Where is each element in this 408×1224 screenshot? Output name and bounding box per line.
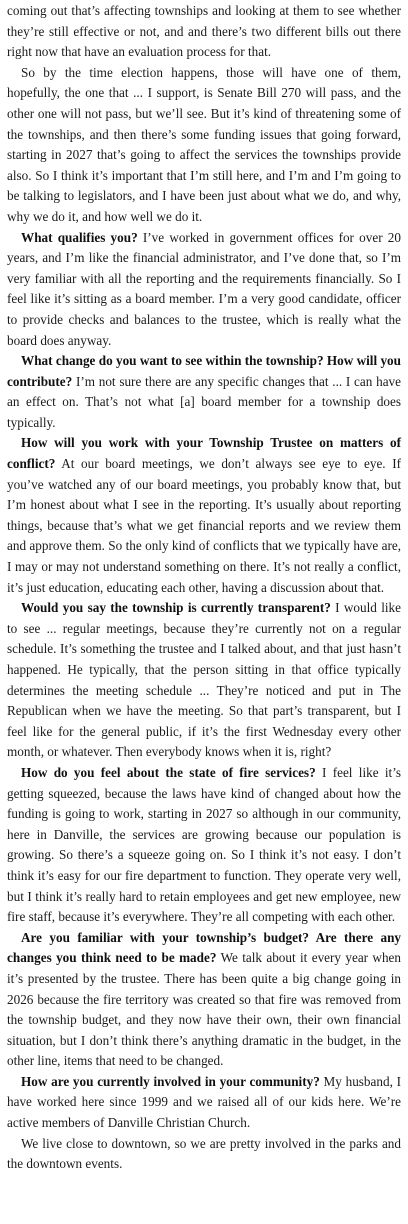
question-text: How are you currently involved in your community? — [21, 1073, 320, 1089]
paragraph-closing — [7, 1134, 401, 1175]
question-text: Would you say the township is currently transparent? — [21, 600, 331, 616]
answer-text: My husband, I have worked here since 1999 and we raised all of our kids here. We’re active members of Danville Christian Church. — [7, 1073, 402, 1131]
answer-text: So by the time election happens, those will have one of them, hopefully, the one that ... I support, is Senate Bill 270 will pass, and the other one will not pass, but we’ll see. But it’s kind of threatening some of the townships, and then there’s some funding issues that going forward, starting in 2027 that’s going to affect the services the townships provide also. So I think it’s important that I’m still here, and I’m and I’m going to be talking to legislators, and I have been just about what we do, and why, why we do it, and how well we do it. — [7, 64, 401, 224]
qa-fire-services — [7, 763, 401, 928]
answer-text: We live close to downtown, so we are pretty involved in the parks and the downtown events. — [7, 1135, 401, 1172]
qa-community — [7, 1072, 401, 1134]
answer-text: I’ve worked in government offices for over 20 years, and I’m like the financial administrator, and I’ve done that, so I’m very familiar with all the reporting and the requirements financially. So I feel like it’s sitting as a board member. I’m a very good candidate, officer to provide checks and balances to the trustee, which is really what the board does anyway. — [7, 229, 401, 348]
answer-text: I feel like it’s getting squeezed, because the laws have kind of changed about how the funding is going to work, starting in 2027 so although in our community, here in Danville, the services are growing because our population is growing. So there’s a squeeze going on. So I think it’s not easy. I don’t think it’s easy for our fire department to function. They operate very well, but I think it’s really hard to retain employees and get new employee, new fire staff, because it’s everywhere. They’re all competing with each other. — [7, 764, 401, 925]
qa-qualifications — [7, 228, 401, 352]
question-text: What change do you want to see within the township? How will you contribute? — [7, 353, 401, 389]
qa-transparency — [7, 598, 401, 763]
qa-budget — [7, 928, 401, 1072]
paragraph-continuation — [7, 1, 401, 63]
qa-change — [7, 351, 401, 433]
question-text: What qualifies you? — [21, 229, 138, 245]
qa-conflict — [7, 433, 401, 598]
question-text: How will you work with your Township Trustee on matters of conflict? — [7, 435, 401, 472]
answer-text: At our board meetings, we don’t always see eye to eye. If you’ve watched any of our board meetings, you probably know that, but I’m honest about what I see in the reporting. It’s usually about reporting things, because that’s what we get financial reports and we review them and approve them. So the only kind of conflicts that we typically have are, I may or may not understand something on there. It’s not really a conflict, it’s just education, educating each other, having a discussion about that. — [7, 456, 401, 595]
answer-text: We talk about it every year when it’s presented by the trustee. There has been quite a big change going in 2026 because the fire territory was created so that fire was removed from the township budget, and they now have their own, their own financial situation, but I don’t think there’s anything dramatic in the budget, in the other line, items that need to be changed. — [7, 950, 402, 1069]
question-text: How do you feel about the state of fire services? — [21, 764, 316, 780]
question-text: Are you familiar with your township’s budget? Are there any changes you think need to be made? — [7, 929, 401, 966]
answer-text: I’m not sure there are any specific changes that ... I can have an effect on. That’s not what [a] board member for a township does typically. — [7, 373, 401, 430]
paragraph-legislation — [7, 63, 401, 228]
answer-text: I would like to see ... regular meetings, because they’re currently not on a regular schedule. It’s something the trustee and I talked about, and that just hasn’t happened. He typically, that the person sitting in that office typically determines the meeting schedule ... They’re noticed and put in The Republican when we have the meeting. So that part’s transparent, but I feel like for the general public, if it’s the first Wednesday every other month, or whatever. Then everybody knows when it is, right? — [7, 600, 401, 760]
answer-text: coming out that’s affecting townships and looking at them to see whether they’re still effective or not, and and there’s two different bills out there right now that have an evaluation process for that. — [7, 3, 401, 60]
